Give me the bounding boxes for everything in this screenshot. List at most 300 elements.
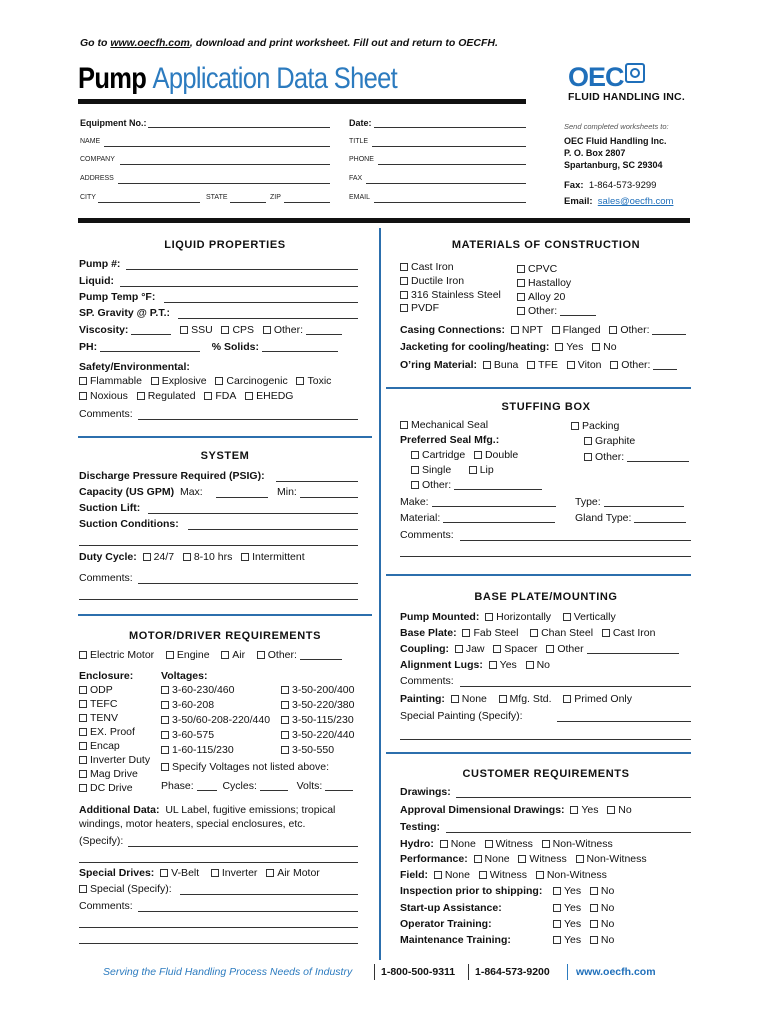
packing-other-field[interactable] bbox=[627, 451, 689, 462]
coupling-other-label: Other bbox=[557, 643, 584, 655]
flammable-checkbox[interactable] bbox=[79, 377, 87, 385]
spacer-label: Spacer bbox=[504, 643, 538, 655]
chan-steel-label: Chan Steel bbox=[541, 627, 594, 639]
single-checkbox[interactable] bbox=[411, 466, 419, 474]
graphite-label: Graphite bbox=[595, 435, 636, 447]
voltage-label: 3-50-115/230 bbox=[292, 714, 354, 726]
phase-field[interactable] bbox=[197, 780, 217, 791]
mag-drive-label: Mag Drive bbox=[90, 768, 138, 780]
engine-checkbox[interactable] bbox=[166, 651, 174, 659]
state-field[interactable] bbox=[230, 202, 266, 203]
company-logo bbox=[568, 62, 685, 103]
tenv-checkbox[interactable] bbox=[79, 714, 87, 722]
stuffing-box-heading: STUFFING BOX bbox=[501, 401, 591, 413]
max-label: Max: bbox=[179, 486, 203, 498]
jaw-checkbox[interactable] bbox=[455, 645, 463, 653]
pump-logo-icon bbox=[625, 63, 645, 83]
jacketing-yes-checkbox[interactable] bbox=[555, 343, 563, 351]
oring-label: O’ring Material: bbox=[400, 359, 478, 371]
oring-other-field[interactable] bbox=[653, 359, 677, 370]
alignment-lugs-label: Alignment Lugs: bbox=[400, 659, 483, 671]
packing-other-checkbox[interactable] bbox=[584, 453, 592, 461]
encap-checkbox[interactable] bbox=[79, 742, 87, 750]
lugs-yes-label: Yes bbox=[499, 659, 517, 671]
field-witness-checkbox[interactable] bbox=[479, 871, 487, 879]
address-line: Spartanburg, SC 29304 bbox=[564, 160, 663, 170]
suction-lift-field[interactable] bbox=[148, 513, 358, 514]
volts-field[interactable] bbox=[325, 780, 353, 791]
voltage-checkbox[interactable] bbox=[161, 746, 169, 754]
mfg-std-checkbox[interactable] bbox=[499, 695, 507, 703]
double-checkbox[interactable] bbox=[474, 451, 482, 459]
cpvc-checkbox[interactable] bbox=[517, 265, 525, 273]
hydro-nonwitness-checkbox[interactable] bbox=[542, 840, 550, 848]
carcinogenic-label: Carcinogenic bbox=[226, 375, 288, 387]
footer-separator bbox=[567, 964, 568, 980]
voltage-checkbox[interactable] bbox=[161, 701, 169, 709]
specify-field-2[interactable] bbox=[79, 862, 358, 863]
material-other-checkbox[interactable] bbox=[517, 307, 525, 315]
fab-steel-label: Fab Steel bbox=[473, 627, 519, 639]
voltage-label: 3-50-220/380 bbox=[292, 699, 355, 711]
packing-label: Packing bbox=[582, 420, 620, 432]
special-painting-field[interactable] bbox=[557, 721, 691, 722]
enclosure-label: Enclosure: bbox=[79, 670, 134, 682]
materials-heading: MATERIALS OF CONSTRUCTION bbox=[451, 239, 641, 251]
oring-other-checkbox[interactable] bbox=[610, 361, 618, 369]
hydro-none-checkbox[interactable] bbox=[440, 840, 448, 848]
ph-field[interactable] bbox=[100, 341, 200, 352]
dc-drive-label: DC Drive bbox=[90, 782, 133, 794]
alloy20-checkbox[interactable] bbox=[517, 293, 525, 301]
double-label: Double bbox=[484, 449, 519, 461]
voltage-label: 3-50/60-208-220/440 bbox=[172, 714, 271, 726]
inspection-yes-checkbox[interactable] bbox=[553, 887, 561, 895]
name-field[interactable] bbox=[104, 146, 330, 147]
viton-label: Viton bbox=[577, 359, 602, 371]
packing-other-label: Other: bbox=[595, 451, 625, 463]
tefc-checkbox[interactable] bbox=[79, 700, 87, 708]
horizontally-checkbox[interactable] bbox=[485, 613, 493, 621]
fda-checkbox[interactable] bbox=[204, 392, 212, 400]
stuffing-comments-label: Comments: bbox=[400, 529, 454, 541]
horizontally-label: Horizontally bbox=[496, 611, 552, 623]
discharge-field[interactable] bbox=[276, 481, 358, 482]
section-divider bbox=[78, 614, 372, 616]
company-field[interactable] bbox=[120, 164, 330, 165]
drawings-label: Drawings: bbox=[400, 786, 451, 798]
jacketing-no-checkbox[interactable] bbox=[592, 343, 600, 351]
special-specify-field[interactable] bbox=[180, 894, 358, 895]
engine-label: Engine bbox=[176, 649, 210, 661]
pvdf-label: PVDF bbox=[411, 302, 440, 314]
approval-yes-checkbox[interactable] bbox=[570, 806, 578, 814]
buna-label: Buna bbox=[493, 359, 519, 371]
specify-voltage-checkbox[interactable] bbox=[161, 763, 169, 771]
motor-comments-field-2[interactable] bbox=[79, 927, 358, 928]
npt-checkbox[interactable] bbox=[511, 326, 519, 334]
city-label: CITY bbox=[80, 194, 96, 201]
jacketing-no-label: No bbox=[603, 341, 617, 353]
hydro-witness-checkbox[interactable] bbox=[485, 840, 493, 848]
regulated-label: Regulated bbox=[147, 390, 196, 402]
fax-field[interactable] bbox=[366, 183, 526, 184]
viscosity-field[interactable] bbox=[131, 324, 171, 335]
special-painting-field-2[interactable] bbox=[400, 739, 691, 740]
buna-checkbox[interactable] bbox=[483, 361, 491, 369]
discharge-label: Discharge Pressure Required (PSIG): bbox=[79, 470, 265, 482]
field-witness-label: Witness bbox=[489, 869, 528, 881]
perf-nonwitness-checkbox[interactable] bbox=[576, 855, 584, 863]
voltage-label: 3-50-550 bbox=[292, 744, 335, 756]
maintenance-no-label: No bbox=[600, 934, 615, 946]
footer-website-link[interactable]: www.oecfh.com bbox=[576, 966, 656, 978]
title-rule bbox=[78, 99, 526, 104]
flanged-checkbox[interactable] bbox=[552, 326, 560, 334]
perf-witness-label: Witness bbox=[529, 853, 567, 865]
cast-iron-checkbox[interactable] bbox=[400, 263, 408, 271]
v-belt-label: V-Belt bbox=[171, 867, 200, 879]
ph-label: PH: bbox=[79, 341, 98, 353]
ssu-checkbox[interactable] bbox=[180, 326, 188, 334]
header-rule bbox=[78, 218, 690, 223]
zip-field[interactable] bbox=[284, 202, 330, 203]
fax-field-label: FAX bbox=[349, 175, 363, 182]
performance-label: Performance: bbox=[400, 853, 468, 865]
viscosity-label: Viscosity: bbox=[79, 324, 129, 336]
v-belt-checkbox[interactable] bbox=[160, 869, 168, 877]
intro-text bbox=[80, 37, 498, 49]
footer-separator bbox=[374, 964, 375, 980]
min-label: Min: bbox=[277, 486, 297, 498]
ssu-label: SSU bbox=[191, 324, 213, 336]
inverter-duty-checkbox[interactable] bbox=[79, 756, 87, 764]
seal-other-label: Other: bbox=[422, 479, 452, 491]
special-drives-label: Special Drives: bbox=[79, 867, 155, 879]
carcinogenic-checkbox[interactable] bbox=[215, 377, 223, 385]
odp-label: ODP bbox=[90, 684, 113, 696]
approval-drawings-label: Approval Dimensional Drawings: bbox=[400, 804, 565, 816]
special-painting-label: Special Painting (Specify): bbox=[400, 710, 523, 722]
seal-other-checkbox[interactable] bbox=[411, 481, 419, 489]
primed-only-checkbox[interactable] bbox=[563, 695, 571, 703]
suction-conditions-field[interactable] bbox=[188, 529, 358, 530]
footer-separator bbox=[468, 964, 469, 980]
sp-gravity-field[interactable] bbox=[178, 318, 358, 319]
voltage-label: 3-60-575 bbox=[172, 729, 215, 741]
seal-other-field[interactable] bbox=[454, 479, 542, 490]
stuffing-comments-field-2[interactable] bbox=[400, 556, 691, 557]
mechanical-seal-label: Mechanical Seal bbox=[411, 419, 489, 431]
air-motor-checkbox[interactable] bbox=[266, 869, 274, 877]
title-label: TITLE bbox=[349, 138, 369, 145]
safety-label: Safety/Environmental: bbox=[79, 361, 190, 373]
noxious-label: Noxious bbox=[90, 390, 128, 402]
motor-other-field[interactable] bbox=[300, 649, 342, 660]
ehedg-checkbox[interactable] bbox=[245, 392, 253, 400]
additional-data-text-2: windings, motor heaters, special enclosures, etc. bbox=[79, 818, 306, 830]
field-nonwitness-checkbox[interactable] bbox=[536, 871, 544, 879]
coupling-label: Coupling: bbox=[400, 643, 449, 655]
capacity-max-field[interactable] bbox=[216, 497, 268, 498]
coupling-other-checkbox[interactable] bbox=[546, 645, 554, 653]
base-cast-iron-checkbox[interactable] bbox=[602, 629, 610, 637]
testing-field[interactable] bbox=[446, 832, 691, 833]
viscosity-other-field[interactable] bbox=[306, 324, 342, 335]
ehedg-label: EHEDG bbox=[256, 390, 294, 402]
startup-no-label: No bbox=[600, 902, 615, 914]
startup-label: Start-up Assistance: bbox=[400, 902, 502, 914]
liquid-label: Liquid: bbox=[79, 275, 114, 287]
perf-witness-checkbox[interactable] bbox=[518, 855, 526, 863]
state-label: STATE bbox=[206, 194, 228, 201]
tfe-checkbox[interactable] bbox=[527, 361, 535, 369]
operator-no-checkbox[interactable] bbox=[590, 920, 598, 928]
equipment-field[interactable] bbox=[148, 127, 330, 128]
pvdf-checkbox[interactable] bbox=[400, 304, 408, 312]
voltage-label: 3-50-220/440 bbox=[292, 729, 355, 741]
system-comments-field-2[interactable] bbox=[79, 599, 358, 600]
packing-checkbox[interactable] bbox=[571, 422, 579, 430]
cps-label: CPS bbox=[232, 324, 255, 336]
cartridge-label: Cartridge bbox=[422, 449, 466, 461]
voltage-label: 1-60-115/230 bbox=[172, 744, 234, 756]
liquid-comments-field[interactable] bbox=[138, 419, 358, 420]
perf-none-checkbox[interactable] bbox=[474, 855, 482, 863]
approval-yes-label: Yes bbox=[581, 804, 599, 816]
noxious-checkbox[interactable] bbox=[79, 392, 87, 400]
email-link[interactable]: sales@oecfh.com bbox=[597, 196, 674, 207]
field-none-checkbox[interactable] bbox=[434, 871, 442, 879]
date-label: Date: bbox=[349, 118, 372, 128]
toxic-checkbox[interactable] bbox=[296, 377, 304, 385]
mechanical-seal-checkbox[interactable] bbox=[400, 421, 408, 429]
maintenance-training-label: Maintenance Training: bbox=[400, 934, 511, 946]
air-checkbox[interactable] bbox=[221, 651, 229, 659]
coupling-other-field[interactable] bbox=[587, 643, 679, 654]
jaw-label: Jaw bbox=[465, 643, 485, 655]
flammable-label: Flammable bbox=[90, 375, 142, 387]
mailing-address bbox=[564, 135, 667, 171]
viton-checkbox[interactable] bbox=[567, 361, 575, 369]
address-line: P. O. Box 2807 bbox=[564, 148, 626, 158]
name-label: NAME bbox=[80, 138, 101, 145]
specify-field[interactable] bbox=[128, 846, 358, 847]
vertically-label: Vertically bbox=[573, 611, 616, 623]
duty-intermittent-label: Intermittent bbox=[252, 551, 305, 563]
operator-yes-checkbox[interactable] bbox=[553, 920, 561, 928]
system-comments-field[interactable] bbox=[138, 583, 358, 584]
title-field[interactable] bbox=[372, 146, 526, 147]
startup-no-checkbox[interactable] bbox=[590, 904, 598, 912]
tfe-label: TFE bbox=[538, 359, 558, 371]
cartridge-checkbox[interactable] bbox=[411, 451, 419, 459]
viscosity-other-checkbox[interactable] bbox=[263, 326, 271, 334]
voltage-checkbox[interactable] bbox=[281, 746, 289, 754]
lugs-no-label: No bbox=[536, 659, 551, 671]
specify-label: (Specify): bbox=[79, 835, 124, 847]
lugs-no-checkbox[interactable] bbox=[526, 661, 534, 669]
title-pump: Pump bbox=[78, 62, 153, 95]
startup-yes-checkbox[interactable] bbox=[553, 904, 561, 912]
graphite-checkbox[interactable] bbox=[584, 437, 592, 445]
material-other-label: Other: bbox=[528, 305, 558, 317]
liquid-comments-label: Comments: bbox=[79, 408, 133, 420]
motor-comments-field[interactable] bbox=[138, 911, 358, 912]
duty-247-label: 24/7 bbox=[153, 551, 175, 563]
send-note: Send completed worksheets to: bbox=[564, 122, 669, 131]
voltage-label: 3-50-200/400 bbox=[292, 684, 355, 696]
customer-heading: CUSTOMER REQUIREMENTS bbox=[462, 768, 630, 780]
capacity-min-field[interactable] bbox=[300, 497, 358, 498]
tenv-label: TENV bbox=[90, 712, 119, 724]
hydro-nonwitness-label: Non-Witness bbox=[552, 838, 613, 850]
odp-checkbox[interactable] bbox=[79, 686, 87, 694]
casing-other-label: Other: bbox=[620, 324, 650, 336]
ductile-iron-checkbox[interactable] bbox=[400, 277, 408, 285]
voltage-checkbox[interactable] bbox=[161, 731, 169, 739]
voltage-checkbox[interactable] bbox=[281, 731, 289, 739]
stainless-checkbox[interactable] bbox=[400, 291, 408, 299]
email-field[interactable] bbox=[374, 202, 526, 203]
pump-number-field[interactable] bbox=[126, 269, 358, 270]
motor-other-checkbox[interactable] bbox=[257, 651, 265, 659]
material-field[interactable] bbox=[443, 512, 555, 523]
address-field[interactable] bbox=[118, 183, 330, 184]
suction-conditions-field-2[interactable] bbox=[79, 545, 358, 546]
voltages-label: Voltages: bbox=[161, 670, 208, 682]
perf-none-label: None bbox=[484, 853, 510, 865]
logo-text: OEC bbox=[568, 62, 624, 92]
contact-info bbox=[564, 178, 673, 210]
inverter-duty-label: Inverter Duty bbox=[90, 754, 151, 766]
fax-number: 1-864-573-9299 bbox=[588, 180, 657, 191]
air-motor-label: Air Motor bbox=[277, 867, 320, 879]
duty-247-checkbox[interactable] bbox=[143, 553, 151, 561]
section-divider bbox=[386, 752, 691, 754]
suction-lift-label: Suction Lift: bbox=[79, 502, 141, 514]
material-label: Material: bbox=[400, 512, 441, 524]
ex-proof-checkbox[interactable] bbox=[79, 728, 87, 736]
fax-label: Fax: bbox=[564, 180, 584, 191]
cps-checkbox[interactable] bbox=[221, 326, 229, 334]
electric-motor-checkbox[interactable] bbox=[79, 651, 87, 659]
lip-checkbox[interactable] bbox=[469, 466, 477, 474]
footer-tagline: Serving the Fluid Handling Process Needs of Industry bbox=[103, 966, 353, 978]
voltage-checkbox[interactable] bbox=[161, 686, 169, 694]
approval-no-label: No bbox=[618, 804, 632, 816]
fab-steel-checkbox[interactable] bbox=[462, 629, 470, 637]
hydro-label: Hydro: bbox=[400, 838, 434, 850]
stainless-label: 316 Stainless Steel bbox=[411, 289, 501, 301]
duty-8-10-checkbox[interactable] bbox=[183, 553, 191, 561]
lip-label: Lip bbox=[479, 464, 494, 476]
system-heading: SYSTEM bbox=[200, 450, 250, 462]
casing-other-checkbox[interactable] bbox=[609, 326, 617, 334]
chan-steel-checkbox[interactable] bbox=[530, 629, 538, 637]
mag-drive-checkbox[interactable] bbox=[79, 770, 87, 778]
solids-field[interactable] bbox=[262, 341, 338, 352]
specify-voltage-label: Specify Voltages not listed above: bbox=[172, 761, 330, 773]
field-nonwitness-label: Non-Witness bbox=[546, 869, 607, 881]
type-field[interactable] bbox=[604, 496, 684, 507]
make-field[interactable] bbox=[432, 496, 556, 507]
inspection-no-checkbox[interactable] bbox=[590, 887, 598, 895]
lugs-yes-checkbox[interactable] bbox=[489, 661, 497, 669]
voltage-checkbox[interactable] bbox=[281, 701, 289, 709]
primed-only-label: Primed Only bbox=[574, 693, 632, 705]
voltage-checkbox[interactable] bbox=[161, 716, 169, 724]
special-specify-checkbox[interactable] bbox=[79, 885, 87, 893]
material-other-field[interactable] bbox=[560, 305, 596, 316]
inverter-checkbox[interactable] bbox=[211, 869, 219, 877]
type-label: Type: bbox=[575, 496, 601, 508]
make-label: Make: bbox=[400, 496, 429, 508]
spacer-checkbox[interactable] bbox=[493, 645, 501, 653]
additional-data-text: UL Label, fugitive emissions; tropical bbox=[165, 804, 336, 816]
pump-temp-field[interactable] bbox=[164, 302, 358, 303]
maintenance-yes-checkbox[interactable] bbox=[553, 936, 561, 944]
vertically-checkbox[interactable] bbox=[563, 613, 571, 621]
alloy20-label: Alloy 20 bbox=[528, 291, 566, 303]
gland-type-field[interactable] bbox=[634, 512, 686, 523]
column-divider bbox=[379, 228, 381, 960]
operator-training-label: Operator Training: bbox=[400, 918, 492, 930]
motor-comments-field-3[interactable] bbox=[79, 943, 358, 944]
voltage-checkbox[interactable] bbox=[281, 716, 289, 724]
title-main: Application Data Sheet bbox=[152, 62, 397, 95]
city-field[interactable] bbox=[98, 202, 200, 203]
drawings-field[interactable] bbox=[456, 797, 691, 798]
voltage-checkbox[interactable] bbox=[281, 686, 289, 694]
motor-comments-label: Comments: bbox=[79, 900, 133, 912]
solids-label: % Solids: bbox=[211, 341, 259, 353]
regulated-checkbox[interactable] bbox=[137, 392, 145, 400]
cycles-field[interactable] bbox=[260, 780, 288, 791]
mfg-std-label: Mfg. Std. bbox=[509, 693, 552, 705]
liquid-properties-heading: LIQUID PROPERTIES bbox=[164, 239, 286, 251]
maintenance-yes-label: Yes bbox=[564, 934, 582, 946]
paint-none-checkbox[interactable] bbox=[451, 695, 459, 703]
duty-intermittent-checkbox[interactable] bbox=[241, 553, 249, 561]
sp-gravity-label: SP. Gravity @ P.T.: bbox=[79, 307, 170, 319]
date-field[interactable] bbox=[374, 127, 526, 128]
maintenance-no-checkbox[interactable] bbox=[590, 936, 598, 944]
base-comments-field[interactable] bbox=[460, 686, 691, 687]
system-comments-label: Comments: bbox=[79, 572, 133, 584]
approval-no-checkbox[interactable] bbox=[607, 806, 615, 814]
phone-field[interactable] bbox=[378, 164, 526, 165]
email-label: Email: bbox=[564, 196, 593, 207]
field-label: Field: bbox=[400, 869, 428, 881]
dc-drive-checkbox[interactable] bbox=[79, 784, 87, 792]
viscosity-other-label: Other: bbox=[273, 324, 304, 336]
startup-yes-label: Yes bbox=[564, 902, 582, 914]
section-divider bbox=[386, 387, 691, 389]
explosive-checkbox[interactable] bbox=[151, 377, 159, 385]
intro-link[interactable]: www.oecfh.com bbox=[110, 37, 190, 49]
hastalloy-checkbox[interactable] bbox=[517, 279, 525, 287]
address-label: ADDRESS bbox=[80, 175, 114, 182]
stuffing-comments-field[interactable] bbox=[460, 540, 691, 541]
toxic-label: Toxic bbox=[307, 375, 332, 387]
npt-label: NPT bbox=[521, 324, 543, 336]
liquid-field[interactable] bbox=[120, 286, 358, 287]
additional-data-label: Additional Data: bbox=[79, 804, 160, 816]
casing-other-field[interactable] bbox=[652, 324, 686, 335]
inverter-label: Inverter bbox=[221, 867, 258, 879]
hastalloy-label: Hastalloy bbox=[528, 277, 572, 289]
